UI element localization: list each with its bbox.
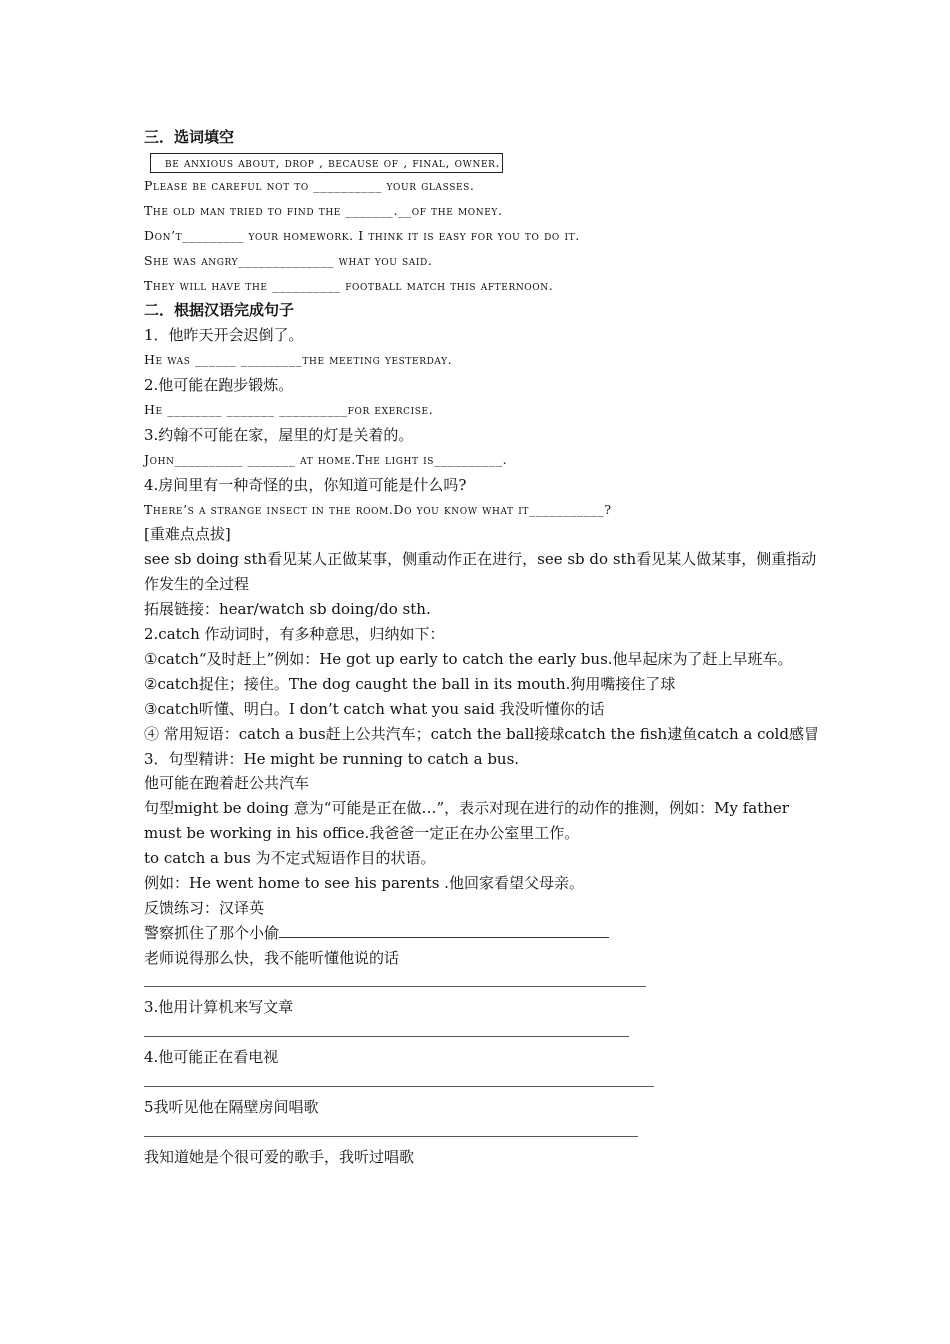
practice-heading: 反馈练习：汉译英 [144, 898, 265, 917]
translate-item-1-zh: 1．他昨天开会迟倒了。 [144, 326, 304, 345]
notes-pattern-zh: 他可能在跑着赶公共汽车 [144, 774, 310, 793]
notes-catch-4: ④ 常用短语：catch a bus赶上公共汽车；catch the ball接球catch the fish逮鱼catch a cold感冒 [144, 724, 819, 743]
translate-item-4-zh: 4.房间里有一种奇怪的虫，你知道可能是什么吗? [144, 475, 467, 494]
practice-q6: 我知道她是个很可爱的歌手，我听过唱歌 [144, 1147, 415, 1166]
notes-catch-3: ③catch听懂、明白。I don’t catch what you said 我没听懂你的话 [144, 699, 605, 718]
word-box-row [144, 150, 824, 174]
practice-q5: 5我听见他在隔壁房间唱歌 [144, 1098, 319, 1117]
notes-to-catch: to catch a bus 为不定式短语作目的状语。 [144, 849, 436, 868]
practice-q5-answer-line[interactable] [144, 1120, 824, 1145]
practice-q4-answer-line[interactable] [144, 1070, 824, 1095]
translate-item-3-zh: 3.约翰不可能在家，屋里的灯是关着的。 [144, 425, 414, 444]
worksheet-page [144, 124, 824, 1170]
translate-item-2-en: He ________ _______ __________for exercise. [144, 402, 434, 418]
translate-item-2-zh: 2.他可能在跑步锻炼。 [144, 376, 294, 395]
notes-catch-2: ②catch捉住；接住。The dog caught the ball in its mouth.狗用嘴接住了球 [144, 674, 676, 693]
word-box: be anxious about, drop , because of , final, owner. [150, 153, 503, 173]
section3-heading: 三．选词填空 [144, 128, 235, 146]
notes-extension: 拓展链接：hear/watch sb doing/do sth. [144, 600, 431, 619]
notes-pattern-title: 3．句型精讲：He might be running to catch a bus. [144, 749, 520, 768]
notes-pattern-explain: 句型might be doing 意为“可能是正在做…”，表示对现在进行的动作的推测，例如：My father must be working in his office.我爸爸一定正在办公室里工作。 [144, 799, 789, 843]
notes-see-sb: see sb doing sth看见某人正做某事，侧重动作正在进行，see sb do sth看见某人做某事，侧重指动作发生的全过程 [144, 550, 817, 594]
notes-example: 例如：He went home to see his parents .他回家看望父母亲。 [144, 874, 584, 893]
practice-q2: 老师说得那么快，我不能听懂他说的话 [144, 948, 400, 967]
practice-q3: 3.他用计算机来写文章 [144, 998, 294, 1017]
practice-q1-text: 警察抓住了那个小偷 [144, 923, 280, 942]
practice-q3-answer-line[interactable] [144, 1020, 824, 1045]
practice-q2-answer-line[interactable] [144, 971, 824, 996]
section2-heading: 二．根据汉语完成句子 [144, 301, 295, 320]
notes-heading: [重难点点拔] [144, 525, 231, 544]
translate-item-4-en: There’s a strange insect in the room.Do you know what it___________? [144, 501, 612, 517]
fill-item-1: Please be careful not to __________ your glasses. [144, 178, 475, 193]
practice-q1-answer-blank[interactable] [279, 923, 609, 938]
translate-item-3-en: John__________ _______ at home.The light is__________. [144, 451, 508, 467]
practice-q1 [144, 921, 824, 946]
translate-item-1-en: He was ______ _________the meeting yesterday. [144, 352, 453, 368]
fill-item-2: The old man tried to find the _______.__of the money. [144, 202, 503, 218]
fill-item-5: They will have the __________ football match this afternoon. [144, 277, 554, 293]
fill-item-4: She was angry______________ what you said. [144, 252, 433, 268]
practice-q4: 4.他可能正在看电视 [144, 1048, 279, 1067]
notes-catch-1: ①catch“及时赶上”例如：He got up early to catch the early bus.他早起床为了赶上早班车。 [144, 649, 793, 668]
fill-item-3: Don’t_________ your homework. I think it is easy for you to do it. [144, 227, 580, 243]
notes-catch-intro: 2.catch 作动词时，有多种意思，归纳如下： [144, 625, 445, 644]
